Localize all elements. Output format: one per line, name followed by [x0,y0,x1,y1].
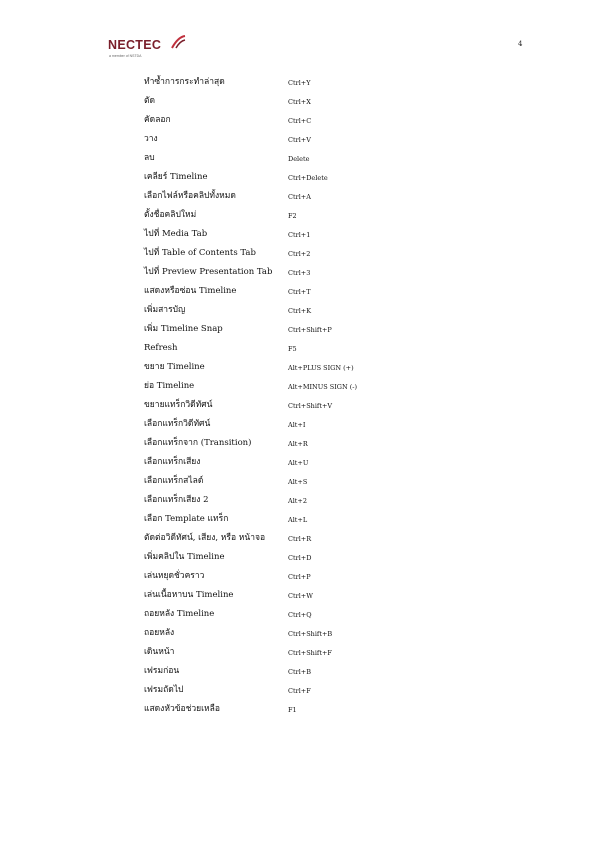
shortcut-row [144,475,444,494]
nectec-logo [108,35,188,65]
shortcut-keys: Ctrl+K [288,307,312,315]
shortcut-keys: Ctrl+Delete [288,174,328,182]
shortcut-keys: Alt+PLUS SIGN (+) [288,364,354,372]
shortcut-row [144,247,444,266]
shortcut-action: ถอยหลัง [144,628,175,638]
shortcut-action: เลือกแทร็กสไลด์ [144,476,204,486]
shortcut-keys: Ctrl+2 [288,250,311,258]
shortcut-row [144,437,444,456]
shortcut-keys: F2 [288,212,297,220]
shortcut-action: เล่นหยุดชั่วคราว [144,571,205,581]
shortcut-action: เพิ่มคลิปใน Timeline [144,552,225,562]
shortcut-keys: Ctrl+Shift+V [288,402,333,410]
shortcut-keys: F5 [288,345,297,353]
shortcut-action: เลือกแทร็กเสียง [144,457,201,467]
shortcut-keys: Ctrl+B [288,668,311,676]
shortcut-row [144,494,444,513]
shortcut-action: ตัดต่อวิดีทัศน์, เสียง, หรือ หน้าจอ [144,533,266,543]
shortcut-keys: Ctrl+Shift+F [288,649,332,657]
shortcut-row [144,532,444,551]
shortcut-row [144,665,444,684]
shortcut-action: คัดลอก [144,115,171,125]
shortcut-action: แสดงหัวข้อช่วยเหลือ [144,704,220,714]
shortcut-action: ตั้งชื่อคลิปใหม่ [144,210,197,220]
shortcut-row [144,114,444,133]
shortcut-action: เฟรมก่อน [144,666,180,676]
shortcut-keys: Ctrl+Shift+B [288,630,333,638]
shortcut-row [144,418,444,437]
shortcut-keys: Ctrl+A [288,193,311,201]
shortcut-keys: Alt+2 [288,497,307,505]
shortcut-keys: Alt+I [288,421,306,429]
logo-subtitle: a member of NSTDA [109,54,142,58]
shortcut-row [144,627,444,646]
shortcut-action: เดินหน้า [144,647,175,657]
shortcut-keys: Ctrl+W [288,592,313,600]
shortcut-action: เลือก Template แทร็ก [144,514,229,524]
shortcut-row [144,589,444,608]
shortcut-keys: Ctrl+F [288,687,311,695]
shortcut-keys: Alt+U [288,459,309,467]
shortcut-keys: Delete [288,155,310,163]
shortcut-keys: Ctrl+R [288,535,312,543]
shortcut-keys: Ctrl+V [288,136,311,144]
page-number: 4 [518,40,523,48]
shortcut-row [144,399,444,418]
shortcut-row [144,646,444,665]
shortcut-action: เลือกแทร็กวิดีทัศน์ [144,419,211,429]
shortcut-keys: Ctrl+Y [288,79,311,87]
shortcut-action: เล่นเนื้อหาบน Timeline [144,590,234,600]
shortcut-row [144,152,444,171]
shortcut-action: วาง [144,134,158,144]
shortcut-keys: Ctrl+3 [288,269,311,277]
shortcut-action: ไปที่ Preview Presentation Tab [144,267,273,277]
shortcut-action: แสดงหรือซ่อน Timeline [144,286,237,296]
shortcut-row [144,513,444,532]
shortcut-row [144,323,444,342]
shortcut-row [144,209,444,228]
shortcut-action: เพิ่มสารบัญ [144,305,186,315]
shortcut-action: ถอยหลัง Timeline [144,609,215,619]
shortcut-action: ขยายแทร็กวิดีทัศน์ [144,400,213,410]
shortcut-row [144,608,444,627]
shortcut-keys: F1 [288,706,297,714]
shortcut-action: เลือกแทร็กจาก (Transition) [144,438,252,448]
shortcut-row [144,342,444,361]
shortcut-row [144,133,444,152]
shortcut-row [144,95,444,114]
shortcut-keys: Ctrl+D [288,554,312,562]
shortcut-keys: Ctrl+X [288,98,311,106]
shortcut-action: เลือกไฟล์หรือคลิปทั้งหมด [144,191,236,201]
shortcut-action: เคลียร์ Timeline [144,172,208,182]
shortcut-action: ขยาย Timeline [144,362,205,372]
shortcut-action: ไปที่ Table of Contents Tab [144,248,256,258]
shortcut-row [144,551,444,570]
shortcut-action: เพิ่ม Timeline Snap [144,324,223,334]
shortcut-row [144,304,444,323]
shortcut-keys: Ctrl+T [288,288,311,296]
logo-text: NECTEC [108,38,162,52]
shortcut-row [144,266,444,285]
shortcut-row [144,380,444,399]
shortcut-row [144,285,444,304]
shortcut-keys: Ctrl+Shift+P [288,326,332,334]
logo-swoosh-icon [170,35,186,49]
shortcut-row [144,190,444,209]
shortcut-list [144,76,444,722]
shortcut-keys: Ctrl+Q [288,611,312,619]
shortcut-keys: Alt+S [288,478,308,486]
shortcut-action: ตัด [144,96,156,106]
shortcut-row [144,684,444,703]
shortcut-action: Refresh [144,343,178,353]
shortcut-keys: Alt+MINUS SIGN (-) [288,383,357,391]
shortcut-keys: Ctrl+P [288,573,311,581]
shortcut-keys: Ctrl+C [288,117,312,125]
shortcut-action: ลบ [144,153,155,163]
shortcut-row [144,228,444,247]
shortcut-keys: Alt+L [288,516,308,524]
shortcut-action: ทำซ้ำการกระทำล่าสุด [144,77,225,87]
shortcut-action: ย่อ Timeline [144,381,195,391]
shortcut-keys: Alt+R [288,440,308,448]
shortcut-row [144,171,444,190]
shortcut-action: เลือกแทร็กเสียง 2 [144,495,209,505]
shortcut-row [144,703,444,722]
shortcut-row [144,456,444,475]
shortcut-row [144,361,444,380]
shortcut-row [144,76,444,95]
shortcut-action: ไปที่ Media Tab [144,229,208,239]
shortcut-keys: Ctrl+1 [288,231,311,239]
shortcut-row [144,570,444,589]
shortcut-action: เฟรมถัดไป [144,685,184,695]
